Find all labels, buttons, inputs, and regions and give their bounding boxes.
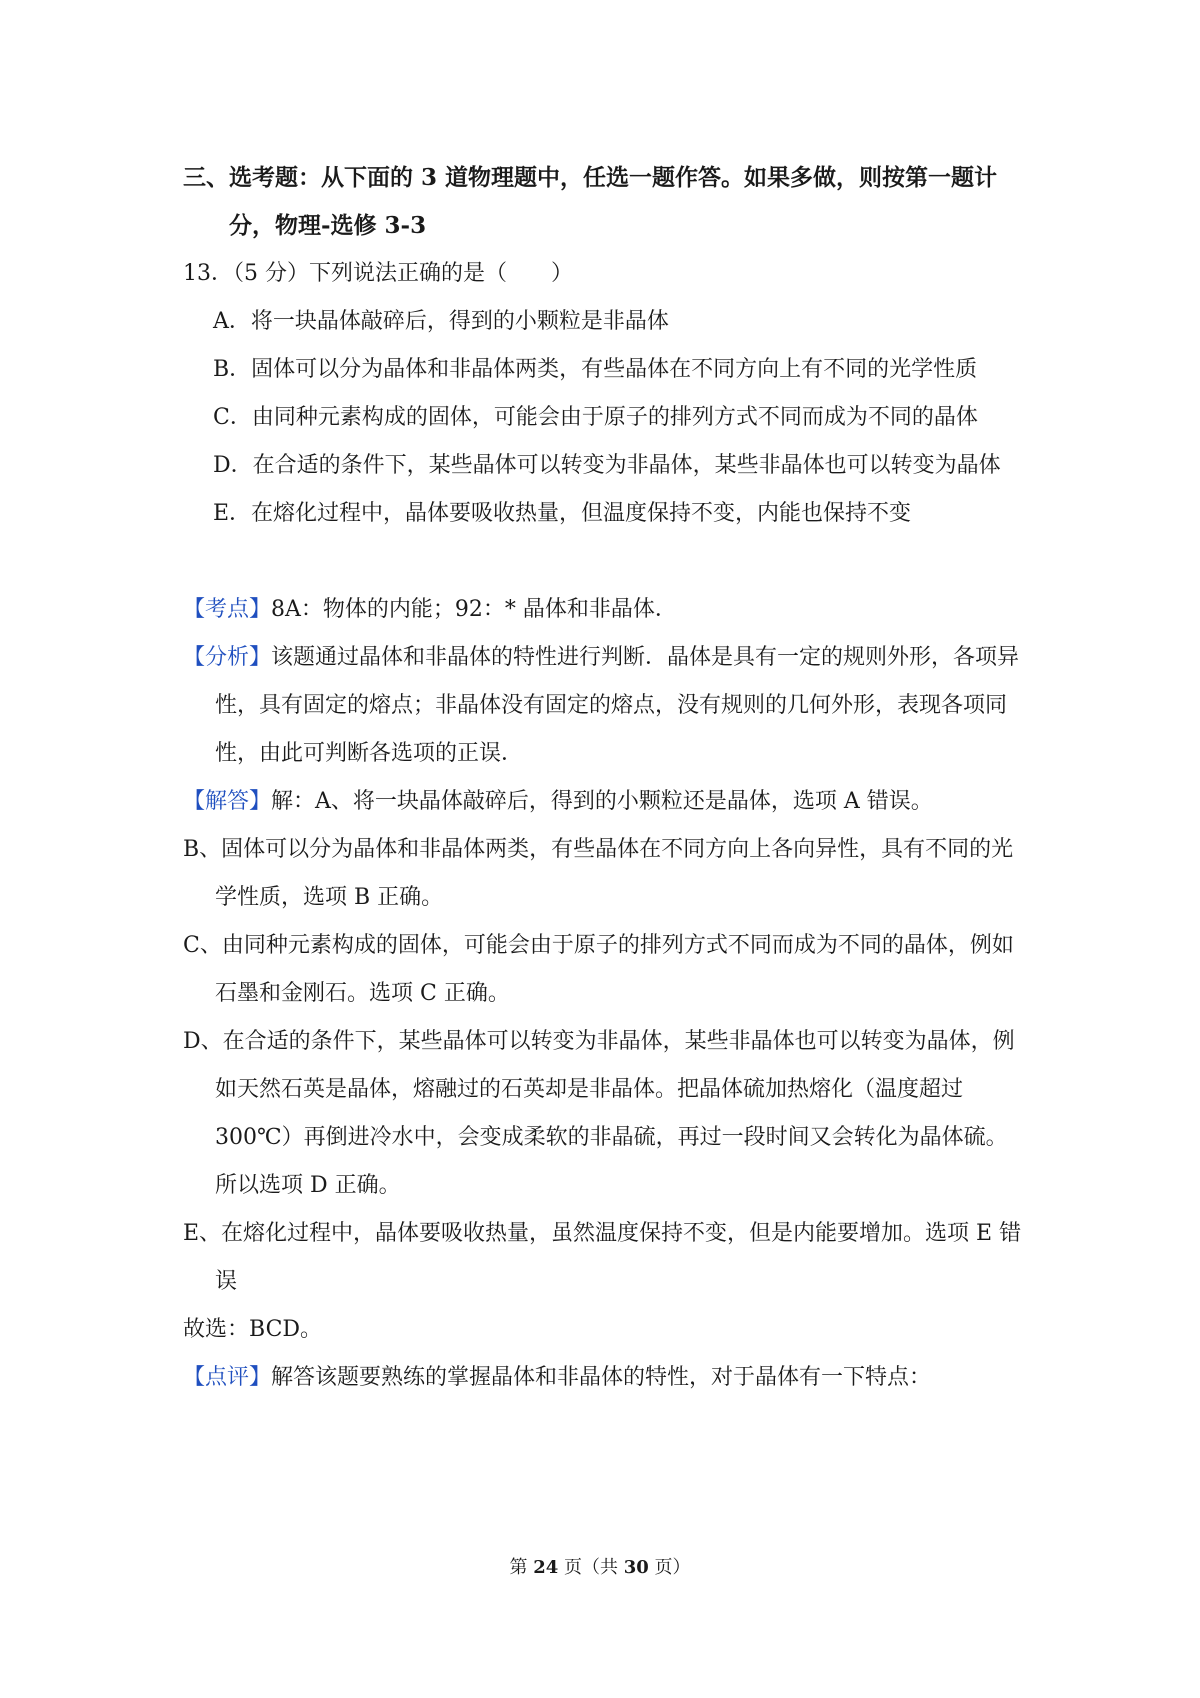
answer-line-c: C、由同种元素构成的固体，可能会由于原子的排列方式不同而成为不同的晶体，例如石墨和金刚石。选项 C 正确。 xyxy=(183,933,1014,1006)
page-content xyxy=(183,154,1028,1402)
question-stem: 13．（5 分）下列说法正确的是（ ） xyxy=(183,261,573,286)
option-a: A．将一块晶体敲碎后，得到的小颗粒是非晶体 xyxy=(213,309,669,334)
dianping-text: 解答该题要熟练的掌握晶体和非晶体的特性，对于晶体有一下特点： xyxy=(271,1365,932,1390)
jieda-text: 解：A、将一块晶体敲碎后，得到的小颗粒还是晶体，选项 A 错误。 xyxy=(271,789,933,814)
page-footer xyxy=(0,1556,1200,1580)
footer-middle: 页（共 xyxy=(558,1557,624,1578)
fenxi-label: 【分析】 xyxy=(183,645,272,670)
dianping-block xyxy=(183,1354,1028,1402)
spacer xyxy=(183,538,1028,586)
footer-prefix: 第 xyxy=(509,1557,534,1578)
jieda-block xyxy=(183,778,1028,826)
option-e: E．在熔化过程中，晶体要吸收热量，但温度保持不变，内能也保持不变 xyxy=(213,501,912,526)
conclusion: 故选：BCD。 xyxy=(183,1317,323,1342)
fenxi-block xyxy=(183,634,1028,778)
jieda-label: 【解答】 xyxy=(183,789,272,814)
answer-line-d: D、在合适的条件下，某些晶体可以转变为非晶体，某些非晶体也可以转变为晶体，例如天然石英是晶体，熔融过的石英却是非晶体。把晶体硫加热熔化（温度超过 300℃）再倒进冷水中，会变成柔软的非晶硫，再过一段时间又会转化为晶体硫。所以选项 D 正确。 xyxy=(183,1029,1015,1198)
kaodian-block xyxy=(183,586,1028,634)
kaodian-text: 8A：物体的内能；92：* 晶体和非晶体． xyxy=(271,597,677,622)
total-page-number: 30 xyxy=(623,1557,649,1578)
option-d: D．在合适的条件下，某些晶体可以转变为非晶体，某些非晶体也可以转变为晶体 xyxy=(213,453,1001,478)
dianping-label: 【点评】 xyxy=(183,1365,272,1390)
answer-line-e: E、在熔化过程中，晶体要吸收热量，虽然温度保持不变，但是内能要增加。选项 E 错误 xyxy=(183,1221,1022,1294)
kaodian-label: 【考点】 xyxy=(183,597,272,622)
footer-suffix: 页） xyxy=(648,1557,691,1578)
answer-line-b: B、固体可以分为晶体和非晶体两类，有些晶体在不同方向上各向异性，具有不同的光学性质，选项 B 正确。 xyxy=(183,837,1014,910)
option-b: B．固体可以分为晶体和非晶体两类，有些晶体在不同方向上有不同的光学性质 xyxy=(213,357,978,382)
section-heading: 三、选考题：从下面的 3 道物理题中，任选一题作答。如果多做，则按第一题计分，物理-选修 3-3 xyxy=(183,164,998,239)
option-c: C．由同种元素构成的固体，可能会由于原子的排列方式不同而成为不同的晶体 xyxy=(213,405,978,430)
current-page-number: 24 xyxy=(533,1557,559,1578)
fenxi-text: 该题通过晶体和非晶体的特性进行判断．晶体是具有一定的规则外形，各项异性，具有固定的熔点；非晶体没有固定的熔点，没有规则的几何外形，表现各项同性，由此可判断各选项的正误． xyxy=(215,645,1020,766)
